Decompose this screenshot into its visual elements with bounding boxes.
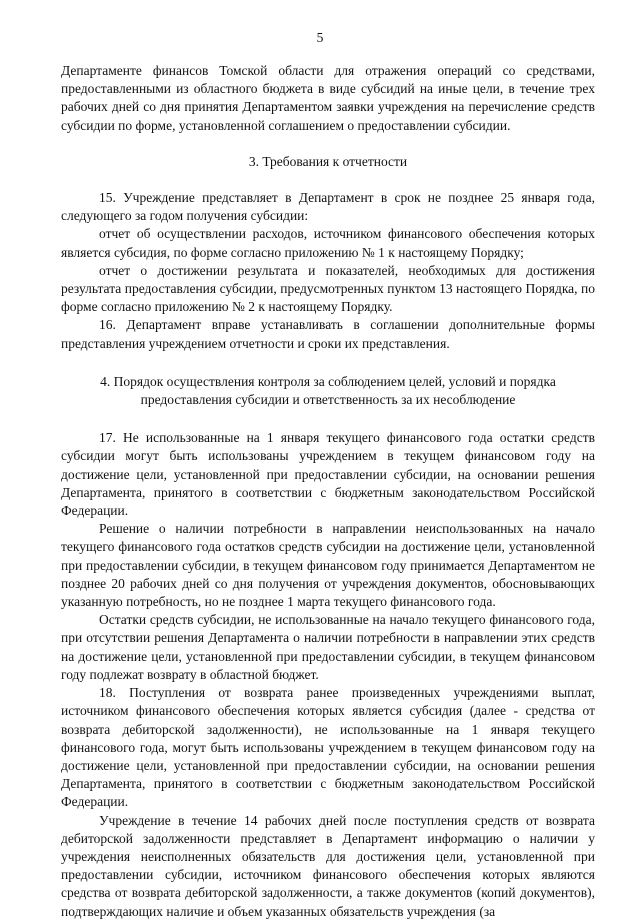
section-4-title-line-1: 4. Порядок осуществления контроля за соблюдением целей, условий и порядка xyxy=(100,373,556,389)
paragraph-15-item-1: отчет об осуществлении расходов, источником финансового обеспечения которых является субсидия, по форме согласно приложению № 1 к настоящему Порядку; xyxy=(61,226,595,260)
paragraph-16: 16. Департамент вправе устанавливать в соглашении дополнительные формы представления учреждением отчетности и сроки их представления. xyxy=(61,317,595,351)
paragraph-17-decision: Решение о наличии потребности в направлении неиспользованных на начало текущего финансового года остатков средств субсидии на достижение цели, установленной при предоставлении субсидии, в текущем финансовом году принимается Департаментом не позднее 20 рабочих дней со дня получения от учреждения документов, обосновывающих указанную потребность, но не позднее 1 марта текущего финансового года. xyxy=(61,521,595,610)
paragraph-18-info: Учреждение в течение 14 рабочих дней после поступления средств от возврата дебиторской задолженности представляет в Департамент информацию о наличии у учреждения неисполненных обязательств для достижения цели, установленной при предоставлении субсидии, источником финансового обеспечения которых являются средства от возврата дебиторской задолженности, а также документов (копий документов), подтверждающих наличие и объем указанных обязательств учреждения (за xyxy=(61,812,595,919)
section-3-title: 3. Требования к отчетности xyxy=(248,153,408,169)
page-number: 5 xyxy=(316,30,324,45)
paragraph-18: 18. Поступления от возврата ранее произведенных учреждениями выплат, источником финансового обеспечения которых является субсидия (далее - средства от возврата дебиторской задолженности), не использованные на 1 января текущего финансового года, могут быть использованы учреждением в текущем финансовом году на достижение цели, установленной при предоставлении субсидии, на основании решения Департамента, принятого в соответствии с бюджетным законодательством Российской Федерации. xyxy=(61,685,595,810)
paragraph-17-remainders: Остатки средств субсидии, не использованные на начало текущего финансового года, при отсутствии решения Департамента о наличии потребности в направлении этих средств на достижение цели, установленной при предоставлении субсидии, в текущем финансовом году подлежат возврату в областной бюджет. xyxy=(61,612,595,682)
paragraph-15-item-2: отчет о достижении результата и показателей, необходимых для достижения результата предоставления субсидии, предусмотренных пунктом 13 настоящего Порядка, по форме согласно приложению № 2 к настоящему Порядку. xyxy=(61,262,595,315)
section-4-title-line-2: предоставления субсидии и ответственность за их несоблюдение xyxy=(140,392,516,408)
document-body xyxy=(61,62,595,921)
intro-paragraph: Департаменте финансов Томской области для отражения операций со средствами, предоставленными из областного бюджета в виде субсидий на иные цели, в течение трех рабочих дней со дня принятия Департаментом заявки учреждения на перечисление средств субсидии по форме, установленной соглашением о предоставлении субсидии. xyxy=(61,63,595,133)
section-4-title xyxy=(61,373,595,409)
paragraph-17: 17. Не использованные на 1 января текущего финансового года остатки средств субсидии могут быть использованы учреждением в текущем финансовом году на достижение цели, установленной при предоставлении субсидии, на основании решения Департамента, принятого в соответствии с бюджетным законодательством Российской Федерации. xyxy=(61,430,595,519)
paragraph-15: 15. Учреждение представляет в Департамент в срок не позднее 25 января года, следующего за годом получения субсидии: xyxy=(61,190,595,224)
